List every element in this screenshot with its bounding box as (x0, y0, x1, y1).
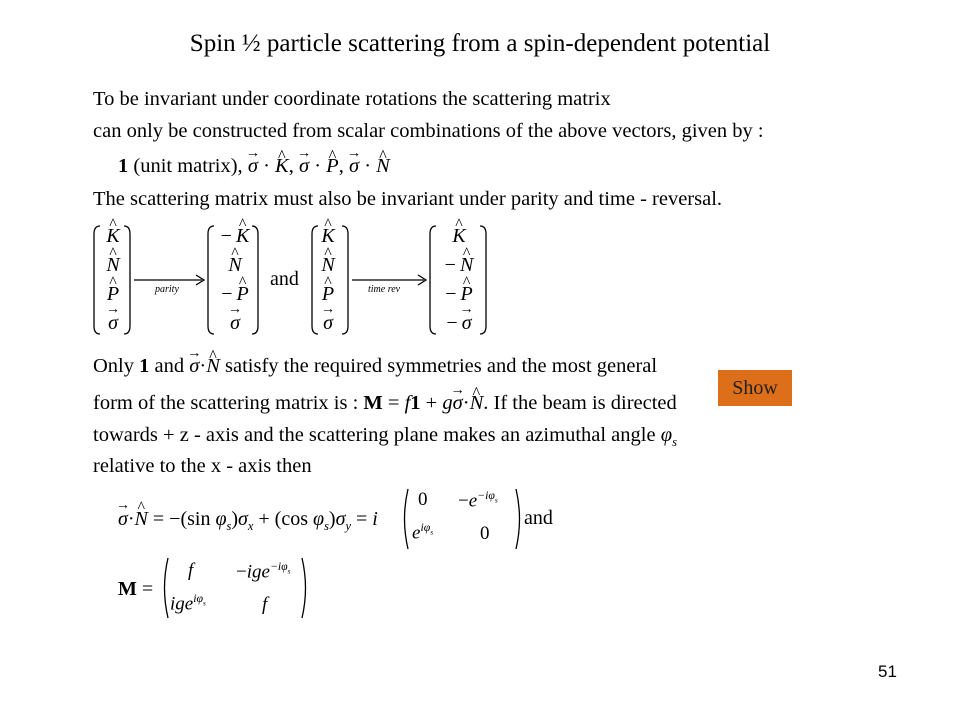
form-f: f (404, 392, 411, 414)
M-symbol: M (118, 578, 137, 600)
M-matrix-r2c1: ige$^{i\varphi_s}$ (170, 592, 206, 615)
vector-column-original-2: ^ K ^ N ^ P → σ (315, 222, 341, 338)
text-line-relative: relative to the x - axis then (93, 455, 312, 477)
scalar-combinations: 1 (unit matrix), → σ · ^ K, → σ · ^ P, → σ · ^ N (118, 155, 390, 178)
text-line-form: form of the scattering matrix is : M = f1 + g→ σ·^ N. If the beam is directed (93, 392, 677, 415)
show-button[interactable]: Show (718, 370, 792, 406)
page-number: 51 (878, 662, 897, 681)
form-equals: = (382, 392, 405, 414)
sigma-N-matrix-r1c2: $-e^{-i\varphi_s}$ (458, 489, 498, 512)
vector-column-parity: − ^ K ^ N − ^ P → σ (211, 222, 259, 338)
symmetries-text: satisfy the required symmetries and the most general (219, 355, 658, 377)
and-text: and (149, 355, 190, 377)
M-equation: M = (118, 578, 154, 600)
form-text: form of the scattering matrix is : (93, 392, 364, 414)
form-plus: + (420, 392, 443, 414)
M-matrix-r2c2: f (262, 594, 268, 615)
sigma-N-matrix-r2c1: $e^{i\varphi_s}$ (412, 521, 434, 544)
only-text: Only (93, 355, 140, 377)
sigma-N-equation: → σ·^ N = −(sin $\varphi_s)\sigma_x + (\cos$ $\varphi_s)\sigma_y = i$ (118, 508, 378, 534)
sigma-N-matrix-r2c2: 0 (480, 523, 490, 544)
text-line-symmetries: Only 1 and → σ·^ N satisfy the required symmetries and the most general (93, 355, 657, 378)
unit-symbol: 1 (118, 155, 129, 177)
beam-text: . If the beam is directed (483, 392, 677, 414)
form-g: g (442, 392, 453, 414)
unit-symbol-2: 1 (139, 355, 150, 377)
and-tail: and (524, 507, 553, 529)
unit-matrix-text: (unit matrix), (128, 155, 248, 177)
sigma-N-matrix-r1c1: 0 (418, 489, 428, 510)
text-line-parity-time: The scattering matrix must also be invariant under parity and time - reversal. (93, 188, 723, 210)
towards-text: towards + z - axis and the scattering plane makes an azimuthal angle (93, 424, 661, 446)
form-1: 1 (410, 392, 421, 414)
vector-column-original: ^ K ^ N ^ P → σ (100, 222, 126, 338)
timerev-arrow-label: time rev (368, 284, 401, 295)
and-word: and (270, 268, 299, 290)
form-M: M (363, 392, 383, 414)
parity-arrow-label: parity (155, 284, 179, 295)
slide-title: Spin ½ particle scattering from a spin-dependent potential (189, 30, 771, 57)
vector-column-timerev: ^ K − ^ N − ^ P − → σ (433, 222, 485, 338)
M-matrix-r1c2: −ige$^{-i\varphi_s}$ (236, 560, 291, 583)
text-line-scalar: can only be constructed from scalar combinations of the above vectors, given by : (93, 120, 764, 142)
text-line-towards: towards + z - axis and the scattering plane makes an azimuthal angle $\varphi_s$ (93, 424, 678, 450)
text-line-rotation: To be invariant under coordinate rotations the scattering matrix (93, 88, 611, 110)
M-matrix-r1c1: f (188, 560, 194, 581)
